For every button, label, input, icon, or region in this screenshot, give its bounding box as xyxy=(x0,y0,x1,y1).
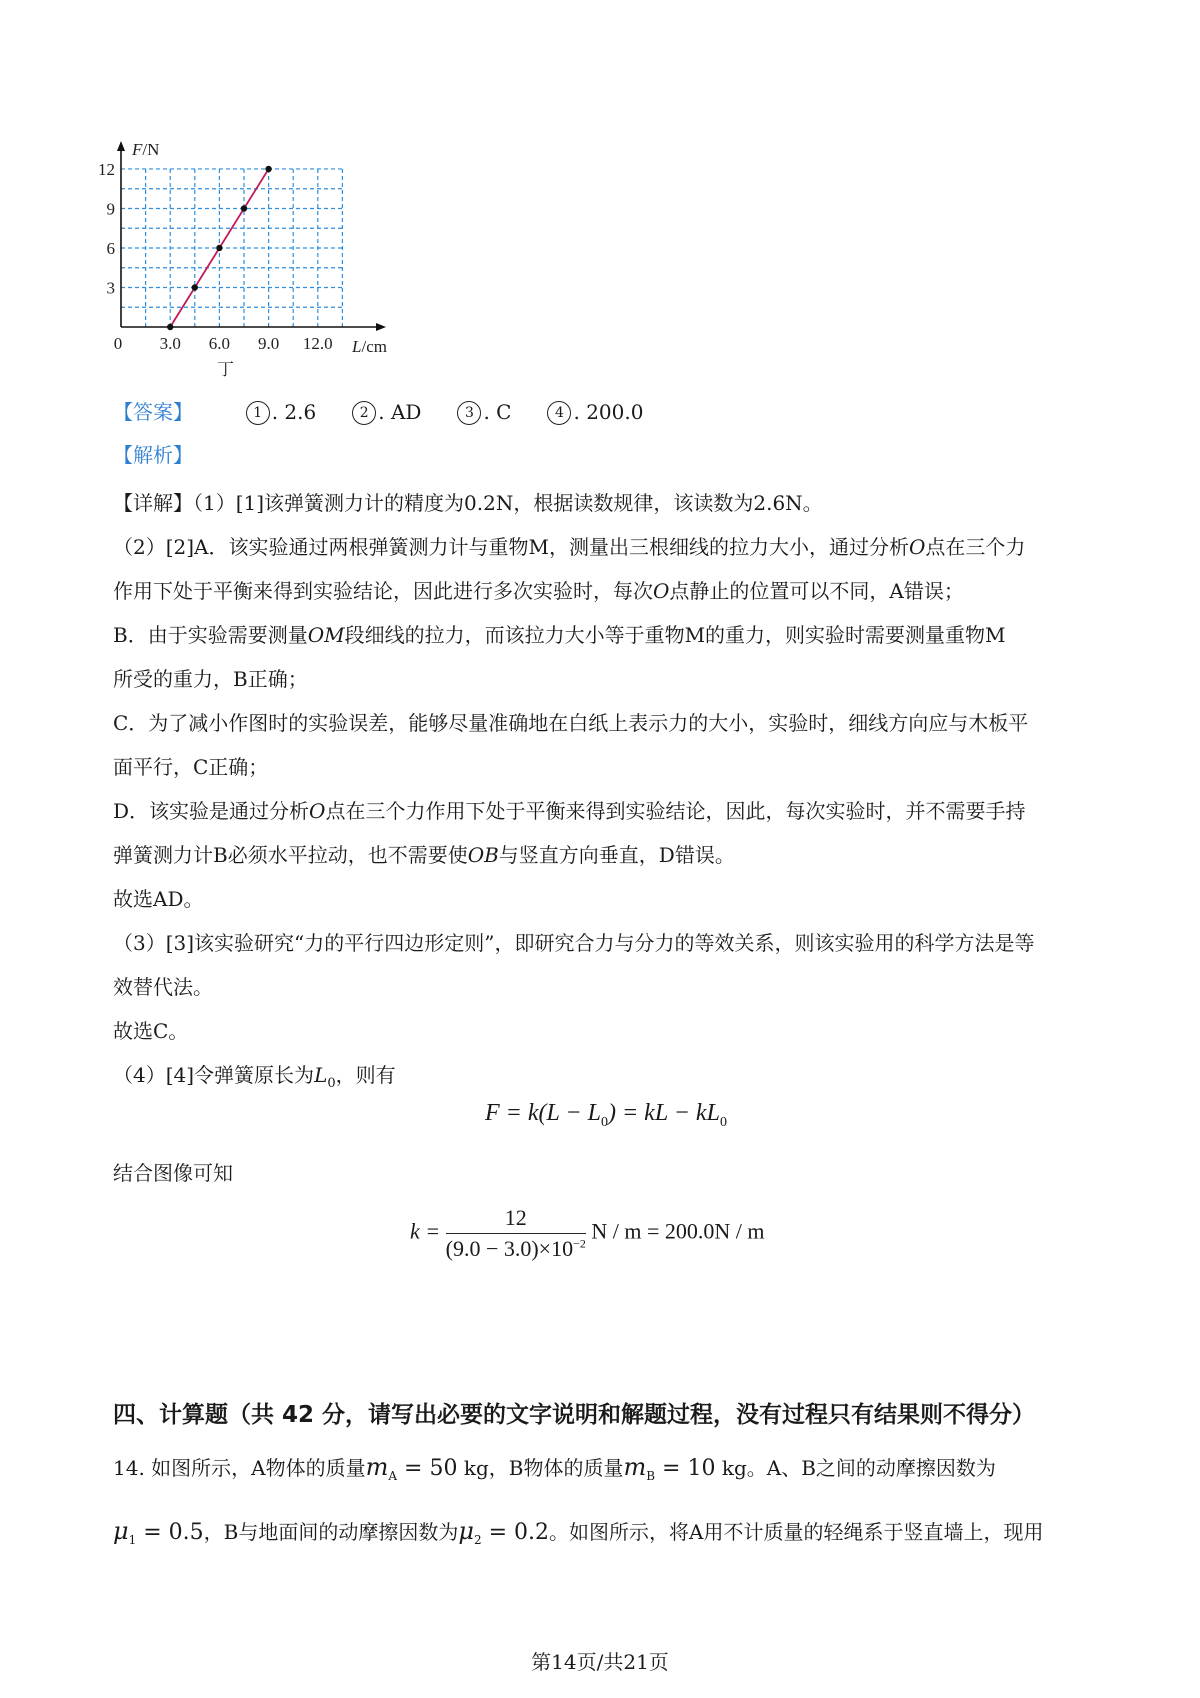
x-tick-label: 12.0 xyxy=(302,334,333,353)
answer-value: . AD xyxy=(378,400,422,424)
y-tick-label: 9 xyxy=(106,199,115,219)
data-point xyxy=(192,284,198,290)
answer-line xyxy=(113,397,679,427)
text-line: B．由于实验需要测量OM段细线的拉力，而该拉力大小等于重物M的重力，则实验时需要测量重物M xyxy=(113,623,1006,647)
page-footer: 第14页/共21页 xyxy=(531,1650,669,1674)
x-tick-label: 9.0 xyxy=(257,334,280,353)
text-line: 【详解】（1）[1]该弹簧测力计的精度为0.2N，根据读数规律，该读数为2.6N。 xyxy=(113,491,823,515)
y-tick-label: 6 xyxy=(106,238,115,258)
data-point xyxy=(265,166,271,172)
text-line: 故选AD。 xyxy=(113,887,204,911)
section-title: 四、计算题（共 42 分，请写出必要的文字说明和解题过程，没有过程只有结果则不得分） xyxy=(113,1402,1036,1428)
y-tick-label: 12 xyxy=(98,159,115,179)
answer-value: . 2.6 xyxy=(271,400,317,424)
data-point xyxy=(241,205,247,211)
answer-item xyxy=(246,397,317,427)
x-tick-label: 0 xyxy=(113,334,123,353)
answer-value: . C xyxy=(483,400,512,424)
x-tick-label: 3.0 xyxy=(159,334,181,353)
problem-line: 14. 如图所示，A物体的质量$m_A = 50$ kg，B物体的质量$m_B = 10$ kg。A、B之间的动摩擦因数为 xyxy=(113,1453,996,1483)
text-line: 作用下处于平衡来得到实验结论，因此进行多次实验时，每次O点静止的位置可以不同，A错误； xyxy=(113,579,964,603)
text-line: 所受的重力，B正确； xyxy=(113,667,308,691)
answer-items xyxy=(246,400,680,424)
y-tick-label: 3 xyxy=(106,278,115,298)
text-line: C．为了减小作图时的实验误差，能够尽量准确地在白纸上表示力的大小，实验时，细线方向应与木板平 xyxy=(113,711,1029,735)
text-line: 故选C。 xyxy=(113,1019,189,1043)
grid xyxy=(121,169,342,327)
equation-hooke: $F = k(L - L_0)$ = kL − $kL_0$ xyxy=(485,1100,727,1130)
answer-label: 【答案】 xyxy=(113,400,193,424)
text-line: D．该实验是通过分析O点在三个力作用下处于平衡来得到实验结论，因此，每次实验时，并不需要手持 xyxy=(113,799,1026,823)
x-axis-arrow xyxy=(376,323,386,331)
y-axis-arrow xyxy=(117,141,125,151)
circled-number: 2 xyxy=(352,401,376,425)
fraction: $\frac{12}{(9.0 - 3.0)\times 10^{-2}}$ xyxy=(445,1205,586,1261)
data-point xyxy=(216,245,222,251)
text-line: 效替代法。 xyxy=(113,975,213,999)
text-line: （3）[3]该实验研究“力的平行四边形定则”，即研究合力与分力的等效关系，则该实验用的科学方法是等 xyxy=(113,931,1035,955)
text-line: 弹簧测力计B必须水平拉动，也不需要使OB与竖直方向垂直，D错误。 xyxy=(113,843,735,867)
answer-item xyxy=(352,397,421,427)
y-axis-label: F/N xyxy=(132,140,160,159)
x-axis-label: L/cm xyxy=(352,337,387,356)
answer-item xyxy=(457,397,511,427)
text-line: 面平行，C正确； xyxy=(113,755,269,779)
analysis-label: 【解析】 xyxy=(113,443,193,467)
figure-caption: 丁 xyxy=(217,360,234,379)
problem-line: $\mu_1 = 0.5$，B与地面间的动摩擦因数为$\mu_2 = 0.2$。如图所示，将A用不计质量的轻绳系于竖直墙上，现用 xyxy=(113,1517,1044,1547)
text-line: （4）[4]令弹簧原长为$L_0$，则有 xyxy=(113,1063,396,1091)
force-length-graph xyxy=(100,135,440,420)
circled-number: 1 xyxy=(246,401,270,425)
x-tick-label: 6.0 xyxy=(208,334,231,353)
circled-number: 4 xyxy=(547,401,571,425)
text-line: （2）[2]A．该实验通过两根弹簧测力计与重物M，测量出三根细线的拉力大小，通过分析O点在三个力 xyxy=(113,535,1026,559)
answer-item xyxy=(547,397,643,427)
data-point xyxy=(167,324,173,330)
answer-value: . 200.0 xyxy=(573,400,644,424)
equation-spring-constant: k = $\frac{12}{(9.0 - 3.0)\times 10^{-2}}$ N / m = 200.0N / m xyxy=(410,1205,765,1261)
text-line: 结合图像可知 xyxy=(113,1161,233,1185)
circled-number: 3 xyxy=(457,401,481,425)
